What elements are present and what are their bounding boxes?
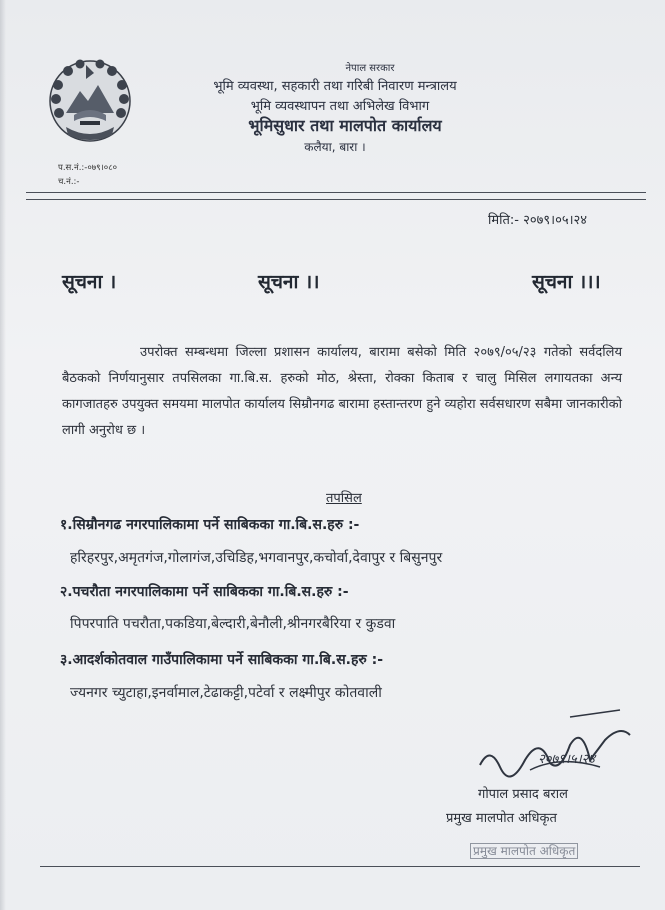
ministry-name: भूमि व्यवस्था, सहकारी तथा गरिबी निवारण मन्त्रालय bbox=[213, 79, 457, 94]
section-items-3: ज्यनगर च्युटाहा,इनर्वामाल,टेढाकट्टी,पटेर्वा र लक्ष्मीपुर कोतवाली bbox=[70, 685, 382, 701]
section-heading-2: २.पचरौता नगरपालिकामा पर्ने साबिकका गा.बि.स.हरु :- bbox=[60, 584, 349, 600]
footer-divider bbox=[40, 866, 640, 867]
tapasil-heading: तपसिल bbox=[326, 491, 362, 506]
signature-date: २०७९।५।२४ bbox=[538, 752, 596, 767]
page-edge-shadow bbox=[0, 0, 6, 910]
letter-date: मिति:- २०७९।०५।२४ bbox=[488, 213, 588, 228]
letter-reference-number: प.स.नं.:-०७९।०८० bbox=[58, 163, 118, 173]
office-name: भूमिसुधार तथा मालपोत कार्यालय bbox=[248, 116, 442, 135]
header-divider bbox=[26, 192, 646, 193]
section-heading-3: ३.आदर्शकोतवाल गाउँपालिकामा पर्ने साबिकका गा.बि.स.हरु :- bbox=[60, 652, 384, 668]
signatory-title: प्रमुख मालपोत अधिकृत bbox=[446, 811, 557, 826]
notice-title-1: सूचना । bbox=[62, 271, 117, 293]
notice-title-2: सूचना ।। bbox=[258, 271, 320, 293]
signatory-name: गोपाल प्रसाद बराल bbox=[478, 787, 568, 802]
section-items-1: हरिहरपुर,अमृतगंज,गोलागंज,उचिडिह,भगवानपुर,कचोर्वा,देवापुर र बिसुनपुर bbox=[70, 550, 443, 566]
official-stamp bbox=[470, 842, 582, 859]
nepal-emblem-logo bbox=[46, 55, 134, 147]
department-name: भूमि व्यवस्थापन तथा अभिलेख विभाग bbox=[250, 99, 430, 114]
dispatch-number: च.नं.:- bbox=[58, 177, 80, 187]
section-heading-1: १.सिम्रौनगढ नगरपालिकामा पर्ने साबिकका गा.बि.स.हरु :- bbox=[60, 517, 360, 533]
section-items-2: पिपरपाति पचरौता,पकडिया,बेल्दारी,बेनौली,श्रीनगरबैरिया र कुडवा bbox=[70, 616, 396, 632]
notice-title-3: सूचना ।।। bbox=[532, 271, 601, 293]
office-address: कलैया, बारा । bbox=[304, 140, 366, 154]
government-name: नेपाल सरकार bbox=[345, 63, 395, 74]
handwritten-signature bbox=[470, 705, 650, 785]
notice-body-paragraph: उपरोक्त सम्बन्धमा जिल्ला प्रशासन कार्यालय, बारामा बसेको मिति २०७९/०५/२३ गतेको सर्वदलिय बैठकको निर्णयानुसार तपसिलका गा.बि.स. हरुको मोठ, श्रेस्ता, रोक्का किताब र चालु मिसिल लगायतका अन्य कागजातहरु उपयुक्त समयमा मालपोत कार्यालय सिम्रौनगढ बारामा हस्तान्तरण हुने व्यहोरा सर्वसधारण सबैमा जानकारीको लागी अनुरोध छ । bbox=[62, 345, 622, 438]
header-divider-thin bbox=[26, 199, 646, 200]
stamp-text: प्रमुख मालपोत अधिकृत bbox=[470, 843, 578, 859]
